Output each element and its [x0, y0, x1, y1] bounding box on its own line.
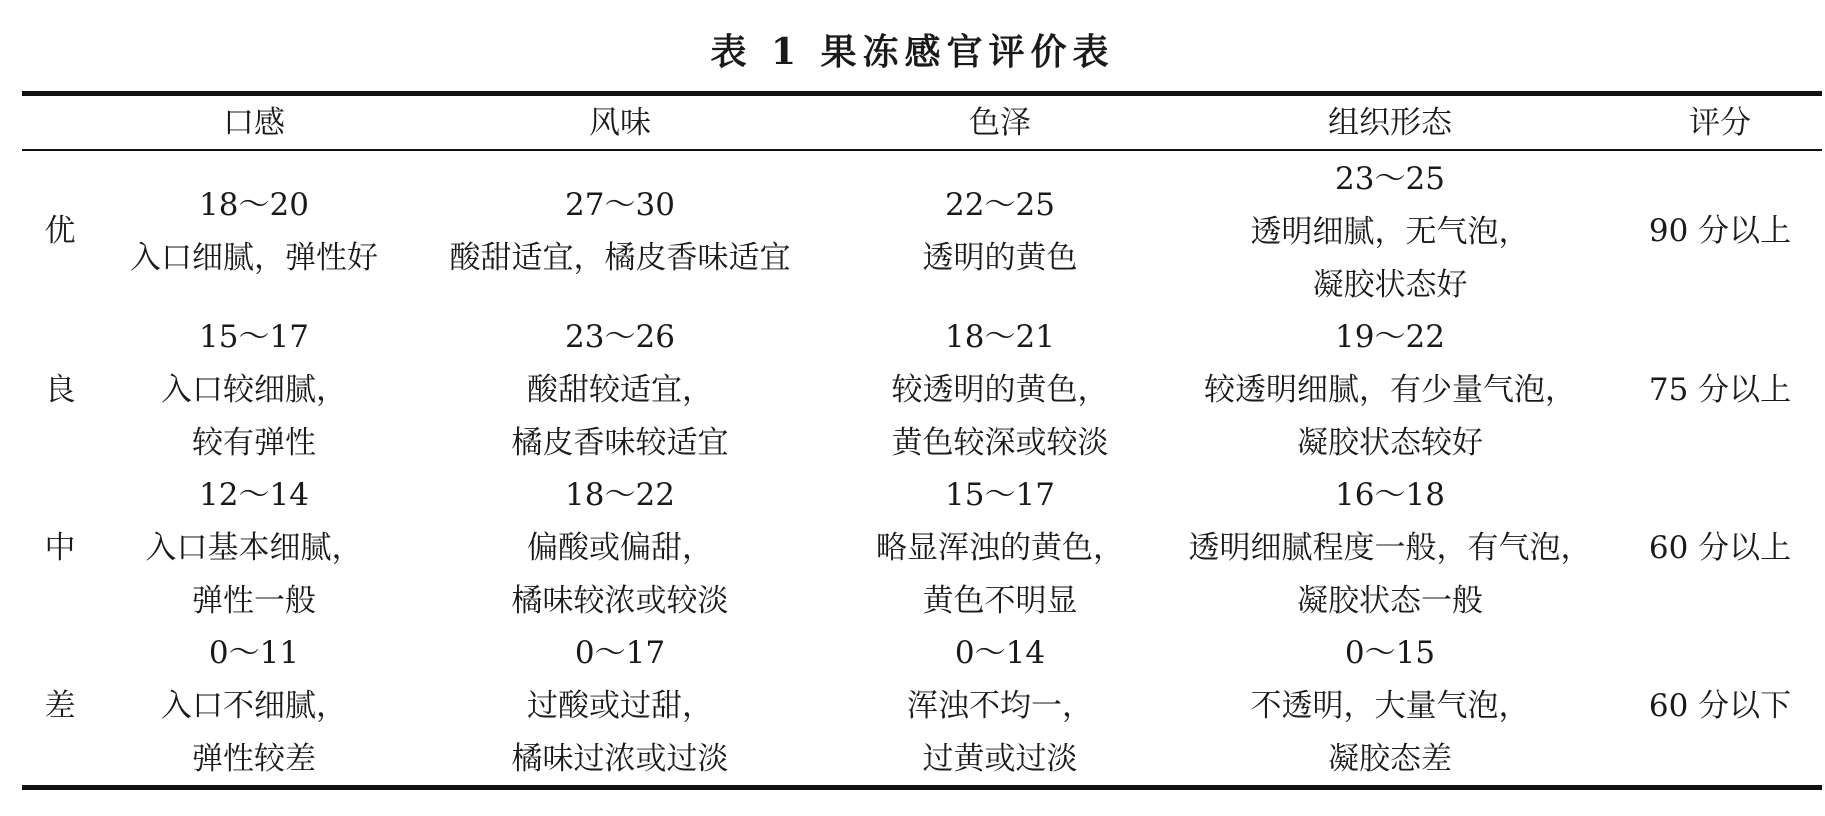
header-mouthfeel: 口感 [223, 105, 285, 141]
cell-line: 偏酸或偏甜， [527, 530, 713, 566]
table-cell [94, 179, 414, 285]
header-flavor: 风味 [589, 105, 651, 141]
row-grade: 差 [44, 688, 76, 724]
cell-line: 浑浊不均一， [907, 688, 1093, 724]
table-cell [825, 627, 1175, 786]
table-cell [825, 179, 1175, 285]
cell-line: 略显浑浊的黄色， [876, 530, 1124, 566]
cell-line: 12～14 [199, 477, 309, 513]
cell-line: 入口不细腻， [161, 688, 347, 724]
cell-line: 黄色较深或较淡 [891, 425, 1109, 461]
cell-line: 22～25 [945, 187, 1055, 223]
cell-line: 凝胶状态好 [1312, 267, 1468, 303]
table-cell [425, 627, 815, 786]
row-score: 60 分以下 [1648, 688, 1792, 724]
cell-line: 15～17 [199, 319, 309, 355]
table-cell [825, 311, 1175, 470]
cell-line: 0～14 [954, 635, 1046, 671]
table-cell [1145, 469, 1635, 628]
cell-line: 入口较细腻， [161, 372, 347, 408]
cell-line: 较透明的黄色， [891, 372, 1109, 408]
cell-line: 0～17 [574, 635, 666, 671]
row-score: 75 分以上 [1648, 372, 1792, 408]
cell-line: 18～21 [945, 319, 1055, 355]
cell-line: 黄色不明显 [922, 583, 1078, 619]
header-rule [22, 149, 1822, 151]
cell-line: 0～15 [1344, 635, 1436, 671]
cell-line: 较有弹性 [192, 425, 316, 461]
row-grade: 良 [44, 372, 76, 408]
cell-line: 过酸或过甜， [527, 688, 713, 724]
cell-line: 酸甜较适宜， [527, 372, 713, 408]
cell-line: 入口基本细腻， [145, 530, 363, 566]
cell-line: 凝胶状态一般 [1297, 583, 1483, 619]
table-cell [94, 627, 414, 786]
cell-line: 18～22 [565, 477, 675, 513]
table-cell [1145, 153, 1635, 312]
cell-line: 弹性较差 [192, 741, 316, 777]
cell-line: 过黄或过淡 [922, 741, 1078, 777]
cell-line: 凝胶态差 [1328, 741, 1452, 777]
row-grade: 中 [44, 530, 76, 566]
cell-line: 0～11 [208, 635, 300, 671]
table-cell [1145, 627, 1635, 786]
table-cell [94, 311, 414, 470]
cell-line: 较透明细腻，有少量气泡， [1204, 372, 1576, 408]
cell-line: 27～30 [565, 187, 675, 223]
row-grade: 优 [44, 213, 76, 249]
row-score: 60 分以上 [1648, 530, 1792, 566]
cell-line: 16～18 [1335, 477, 1445, 513]
cell-line: 透明的黄色 [922, 240, 1078, 276]
table-cell [425, 469, 815, 628]
table-title: 表 1 果冻感官评价表 [710, 31, 1115, 73]
table-cell [94, 469, 414, 628]
cell-line: 橘皮香味较适宜 [511, 425, 729, 461]
table-cell [825, 469, 1175, 628]
cell-line: 透明细腻，无气泡， [1250, 214, 1530, 250]
cell-line: 弹性一般 [192, 583, 316, 619]
table-cell [425, 311, 815, 470]
cell-line: 23～25 [1335, 161, 1445, 197]
cell-line: 19～22 [1335, 319, 1445, 355]
cell-line: 凝胶状态较好 [1297, 425, 1483, 461]
table-cell [425, 179, 815, 285]
cell-line: 入口细腻，弹性好 [130, 240, 378, 276]
cell-line: 橘味较浓或较淡 [511, 583, 729, 619]
cell-line: 不透明，大量气泡， [1250, 688, 1530, 724]
header-color: 色泽 [969, 105, 1031, 141]
cell-line: 透明细腻程度一般，有气泡， [1188, 530, 1592, 566]
table-cell [1145, 311, 1635, 470]
header-score: 评分 [1689, 105, 1751, 141]
cell-line: 酸甜适宜，橘皮香味适宜 [449, 240, 791, 276]
cell-line: 23～26 [565, 319, 675, 355]
header-texture: 组织形态 [1328, 105, 1452, 141]
top-rule [22, 91, 1822, 96]
cell-line: 橘味过浓或过淡 [511, 741, 729, 777]
row-score: 90 分以上 [1648, 213, 1792, 249]
cell-line: 18～20 [199, 187, 309, 223]
cell-line: 15～17 [945, 477, 1055, 513]
